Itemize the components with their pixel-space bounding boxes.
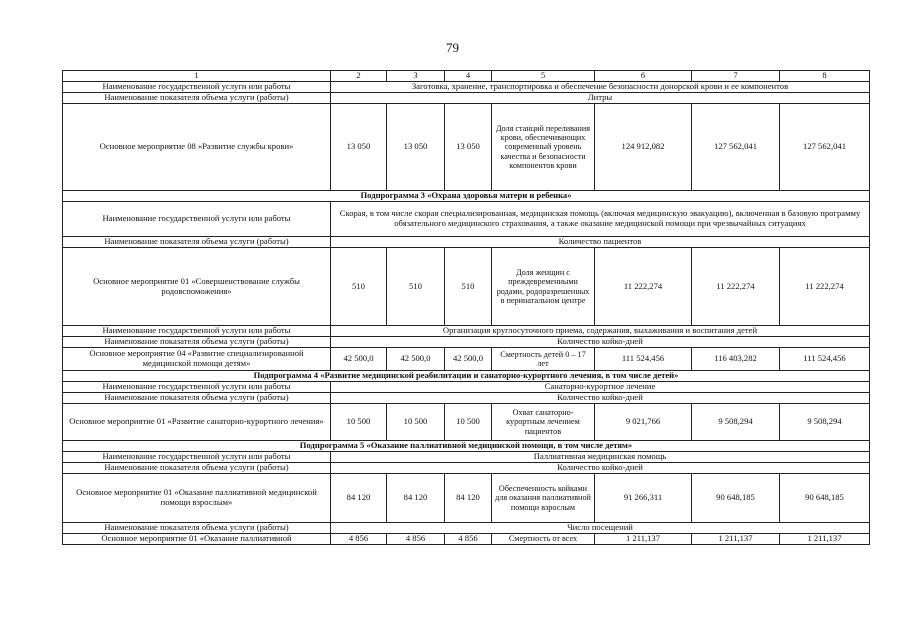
value-col-6: 91 266,311 xyxy=(595,474,692,523)
value-col-4: 84 120 xyxy=(445,474,492,523)
value-col-2: 84 120 xyxy=(331,474,387,523)
value-col-2: 42 500,0 xyxy=(331,348,387,371)
service-name-value: Паллиативная медицинская помощь xyxy=(331,452,870,463)
measure-row xyxy=(63,104,870,191)
row-label: Наименование государственной услуги или работы xyxy=(63,452,331,463)
value-col-2: 510 xyxy=(331,248,387,326)
value-col-8: 111 524,456 xyxy=(780,348,870,371)
measure-label: Основное мероприятие 08 «Развитие службы крови» xyxy=(63,104,331,191)
service-name-value: Заготовка, хранение, транспортировка и обеспечение безопасности донорской крови и ее компонентов xyxy=(331,82,870,93)
measure-label: Основное мероприятие 04 «Развитие специализированной медицинской помощи детям» xyxy=(63,348,331,371)
row-label: Наименование показателя объема услуги (работы) xyxy=(63,393,331,404)
value-col-3: 510 xyxy=(387,248,445,326)
value-col-6: 9 021,766 xyxy=(595,404,692,441)
value-col-2: 4 856 xyxy=(331,534,387,545)
value-col-4: 42 500,0 xyxy=(445,348,492,371)
row-label: Наименование показателя объема услуги (работы) xyxy=(63,523,331,534)
value-col-4: 13 050 xyxy=(445,104,492,191)
value-col-3: 84 120 xyxy=(387,474,445,523)
measure-row xyxy=(63,534,870,545)
column-header-row xyxy=(63,71,870,82)
value-col-4: 510 xyxy=(445,248,492,326)
subprogram-row xyxy=(63,441,870,452)
row-label: Наименование государственной услуги или работы xyxy=(63,82,331,93)
value-col-6: 111 524,456 xyxy=(595,348,692,371)
indicator-name-row xyxy=(63,393,870,404)
subprogram-row xyxy=(63,371,870,382)
row-label: Наименование показателя объема услуги (работы) xyxy=(63,337,331,348)
service-name-value: Скорая, в том числе скорая специализированная, медицинская помощь (включая медицинскую эвакуацию), включенная в базовую программу обязательного медицинского страхования, а также оказание медицинской помощи при чрезвычайных ситуациях xyxy=(331,202,870,237)
indicator-name-row xyxy=(63,93,870,104)
value-col-2: 10 500 xyxy=(331,404,387,441)
column-header-cell: 6 xyxy=(595,71,692,82)
measure-row xyxy=(63,248,870,326)
indicator-description: Смертность детей 0 – 17 лет xyxy=(492,348,595,371)
value-col-6: 124 912,082 xyxy=(595,104,692,191)
indicator-name-value: Количество койко-дней xyxy=(331,337,870,348)
indicator-name-value: Число посещений xyxy=(331,523,870,534)
value-col-3: 13 050 xyxy=(387,104,445,191)
column-header-cell: 4 xyxy=(445,71,492,82)
value-col-8: 1 211,137 xyxy=(780,534,870,545)
measure-label: Основное мероприятие 01 «Оказание паллиативной медицинской помощи взрослым» xyxy=(63,474,331,523)
service-name-row xyxy=(63,326,870,337)
row-label: Наименование показателя объема услуги (работы) xyxy=(63,237,331,248)
service-name-value: Организация круглосуточного приема, содержания, выхаживания и воспитания детей xyxy=(331,326,870,337)
subprogram-title: Подпрограмма 3 «Охрана здоровья матери и ребенка» xyxy=(63,191,870,202)
measure-row xyxy=(63,474,870,523)
indicator-name-row xyxy=(63,237,870,248)
column-header-cell: 8 xyxy=(780,71,870,82)
subprogram-title: Подпрограмма 5 «Оказание паллиативной медицинской помощи, в том числе детям» xyxy=(63,441,870,452)
value-col-8: 127 562,041 xyxy=(780,104,870,191)
subprogram-row xyxy=(63,191,870,202)
value-col-3: 10 500 xyxy=(387,404,445,441)
value-col-7: 90 648,185 xyxy=(692,474,780,523)
measure-label: Основное мероприятие 01 «Развитие санаторно-курортного лечения» xyxy=(63,404,331,441)
value-col-4: 10 500 xyxy=(445,404,492,441)
measure-row xyxy=(63,348,870,371)
indicator-description: Охват санаторно-курортным лечением пациентов xyxy=(492,404,595,441)
indicator-name-value: Количество койко-дней xyxy=(331,393,870,404)
column-header-cell: 3 xyxy=(387,71,445,82)
value-col-7: 11 222,274 xyxy=(692,248,780,326)
indicator-name-row xyxy=(63,337,870,348)
service-name-value: Санаторно-курортное лечение xyxy=(331,382,870,393)
value-col-7: 116 403,282 xyxy=(692,348,780,371)
indicator-description: Доля женщин с преждевременными родами, родоразрешенных в перинатальном центре xyxy=(492,248,595,326)
value-col-7: 127 562,041 xyxy=(692,104,780,191)
value-col-6: 11 222,274 xyxy=(595,248,692,326)
indicator-description: Смертность от всех xyxy=(492,534,595,545)
row-label: Наименование показателя объема услуги (работы) xyxy=(63,93,331,104)
value-col-3: 4 856 xyxy=(387,534,445,545)
value-col-2: 13 050 xyxy=(331,104,387,191)
value-col-7: 9 508,294 xyxy=(692,404,780,441)
indicator-name-value: Количество пациентов xyxy=(331,237,870,248)
service-name-row xyxy=(63,82,870,93)
measure-row xyxy=(63,404,870,441)
data-table xyxy=(62,70,870,545)
column-header-cell: 7 xyxy=(692,71,780,82)
measure-label: Основное мероприятие 01 «Совершенствование службы родовспоможения» xyxy=(63,248,331,326)
row-label: Наименование показателя объема услуги (работы) xyxy=(63,463,331,474)
indicator-description: Доля станций переливания крови, обеспечивающих современный уровень качества и безопасности компонентов крови xyxy=(492,104,595,191)
indicator-name-value: Литры xyxy=(331,93,870,104)
row-label: Наименование государственной услуги или работы xyxy=(63,382,331,393)
indicator-name-row xyxy=(63,523,870,534)
service-name-row xyxy=(63,202,870,237)
row-label: Наименование государственной услуги или работы xyxy=(63,326,331,337)
value-col-4: 4 856 xyxy=(445,534,492,545)
measure-label: Основное мероприятие 01 «Оказание паллиативной xyxy=(63,534,331,545)
value-col-7: 1 211,137 xyxy=(692,534,780,545)
value-col-6: 1 211,137 xyxy=(595,534,692,545)
indicator-name-row xyxy=(63,463,870,474)
service-name-row xyxy=(63,452,870,463)
value-col-8: 90 648,185 xyxy=(780,474,870,523)
page-number: 79 xyxy=(446,40,459,55)
subprogram-title: Подпрограмма 4 «Развитие медицинской реабилитации и санаторно-курортного лечения, в том числе детей» xyxy=(63,371,870,382)
indicator-name-value: Количество койко-дней xyxy=(331,463,870,474)
column-header-cell: 5 xyxy=(492,71,595,82)
row-label: Наименование государственной услуги или работы xyxy=(63,202,331,237)
column-header-cell: 1 xyxy=(63,71,331,82)
value-col-3: 42 500,0 xyxy=(387,348,445,371)
service-name-row xyxy=(63,382,870,393)
value-col-8: 9 508,294 xyxy=(780,404,870,441)
value-col-8: 11 222,274 xyxy=(780,248,870,326)
column-header-cell: 2 xyxy=(331,71,387,82)
indicator-description: Обеспеченность койками для оказания паллиативной помощи взрослым xyxy=(492,474,595,523)
